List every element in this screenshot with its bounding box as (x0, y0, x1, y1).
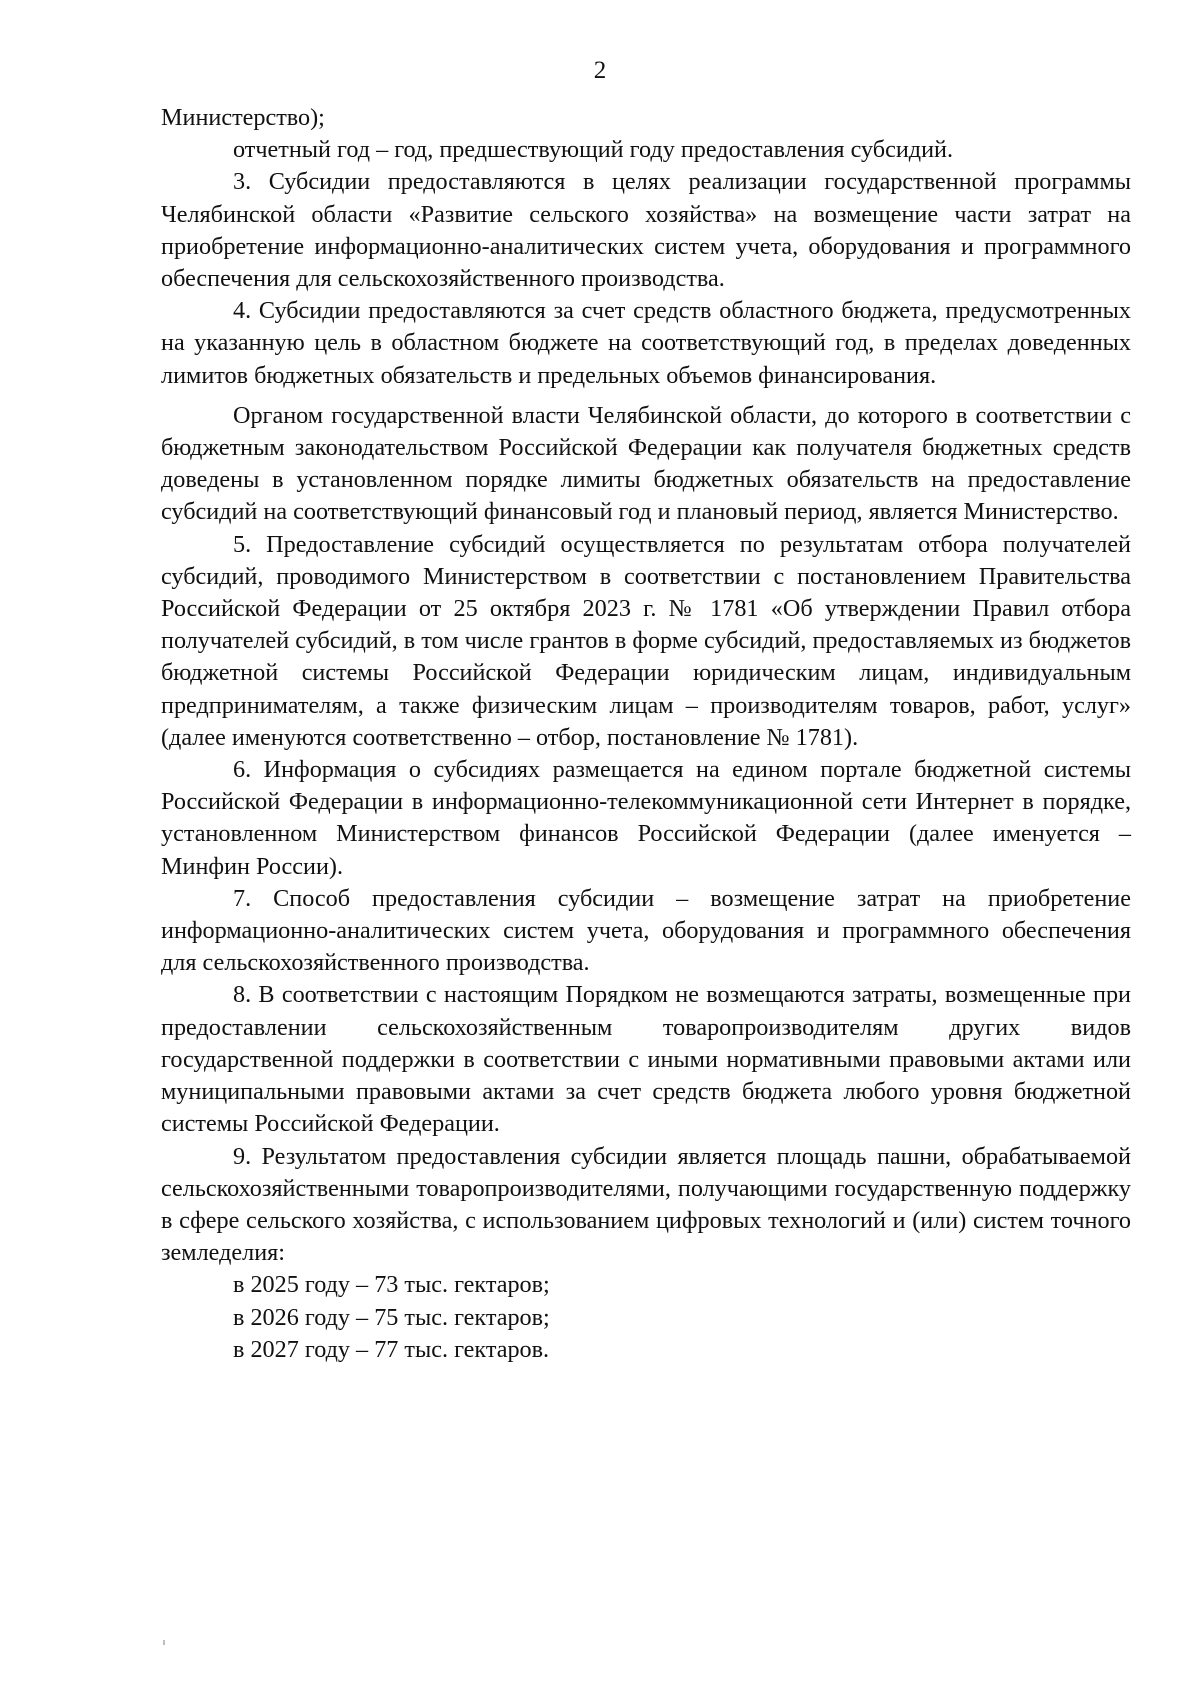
paragraph-authority: Органом государственной власти Челябинской области, до которого в соответствии с бюджетным законодательством Российской Федерации как получателя бюджетных средств доведены в установленном порядке лимиты бюджетных обязательств на предоставление субсидий на соответствующий финансовый год и плановый период, является Министерство. (161, 401, 1131, 526)
result-2026: в 2026 году – 75 тыс. гектаров; (233, 1303, 550, 1331)
paragraph-continuation: Министерство); (161, 104, 325, 131)
page-number: 2 (593, 57, 607, 84)
result-2025: в 2025 году – 73 тыс. гектаров; (233, 1271, 550, 1299)
scan-speck (163, 1640, 165, 1645)
paragraph-item-5: 5. Предоставление субсидий осуществляется по результатам отбора получателей субсидий, проводимого Министерством в соответствии с постановлением Правительства Российской Федерации от 25 октября 2023 г. № 1781 «Об утверждении Правил отбора получателей субсидий, в том числе грантов в форме субсидий, предоставляемых из бюджетов бюджетной системы Российской Федерации юридическим лицам, индивидуальным предпринимателям, а также физическим лицам – производителям товаров, работ, услуг» (далее именуются соответственно – отбор, постановление № 1781). (161, 530, 1131, 751)
paragraph-item-3: 3. Субсидии предоставляются в целях реализации государственной программы Челябинской области «Развитие сельского хозяйства» на возмещение части затрат на приобретение информационно-аналитических систем учета, оборудования и программного обеспечения для сельскохозяйственного производства. (161, 168, 1131, 293)
paragraph-item-8: 8. В соответствии с настоящим Порядком не возмещаются затраты, возмещенные при предоставлении сельскохозяйственным товаропроизводителям других видов государственной поддержки в соответствии с иными нормативными правовыми актами или муниципальными правовыми актами за счет средств бюджета любого уровня бюджетной системы Российской Федерации. (161, 981, 1131, 1138)
document-body (161, 102, 1131, 1366)
paragraph-reporting-year: отчетный год – год, предшествующий году предоставления субсидий. (233, 136, 954, 164)
paragraph-item-6: 6. Информация о субсидиях размещается на едином портале бюджетной системы Российской Федерации в информационно-телекоммуникационной сети Интернет в порядке, установленном Министерством финансов Российской Федерации (далее именуется – Минфин России). (161, 756, 1131, 880)
paragraph-item-4: 4. Субсидии предоставляются за счет средств областного бюджета, предусмотренных на указанную цель в областном бюджете на соответствующий год, в пределах доведенных лимитов бюджетных обязательств и предельных объемов финансирования. (161, 297, 1131, 389)
paragraph-item-9: 9. Результатом предоставления субсидии является площадь пашни, обрабатываемой сельскохозяйственными товаропроизводителями, получающими государственную поддержку в сфере сельского хозяйства, с использованием цифровых технологий и (или) систем точного земледелия: (161, 1142, 1131, 1267)
result-2027: в 2027 году – 77 тыс. гектаров. (233, 1335, 550, 1363)
paragraph-item-7: 7. Способ предоставления субсидии – возмещение затрат на приобретение информационно-аналитических систем учета, оборудования и программного обеспечения для сельскохозяйственного производства. (161, 884, 1131, 977)
